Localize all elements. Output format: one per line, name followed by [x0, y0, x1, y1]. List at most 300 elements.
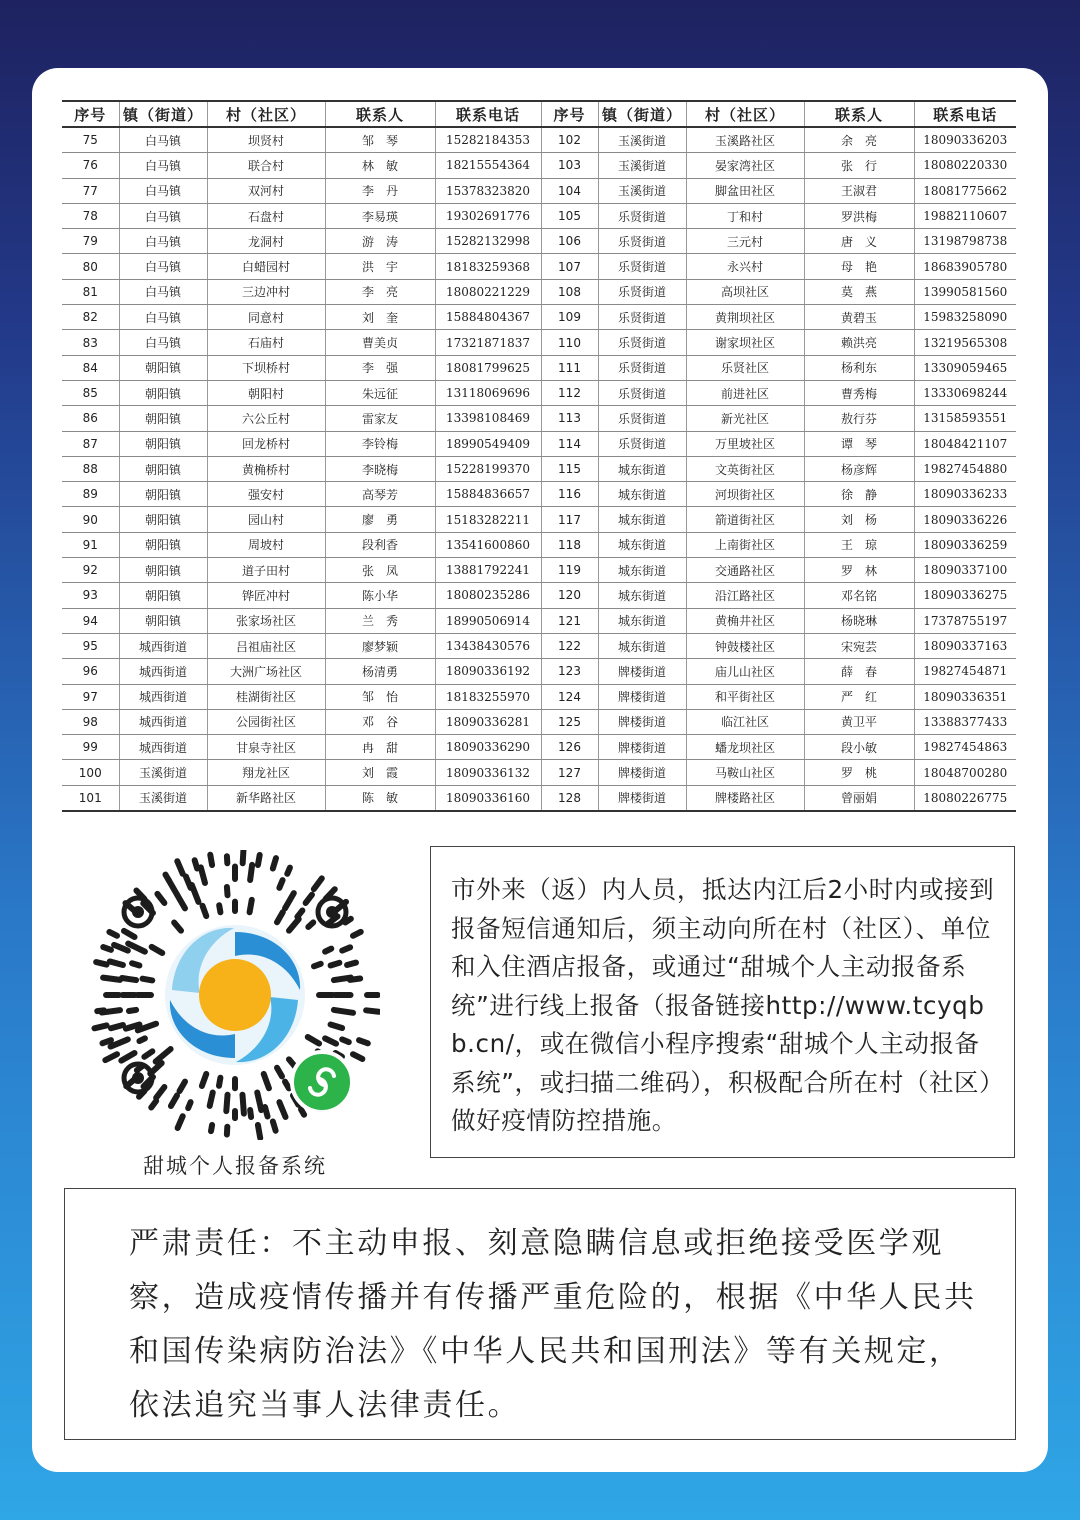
phone-cell: 15884804367	[435, 305, 541, 330]
table-cell: 100	[62, 760, 119, 785]
table-cell: 赖洪亮	[804, 330, 914, 355]
table-cell: 黄桷桥村	[207, 456, 325, 481]
table-cell: 白马镇	[119, 203, 207, 228]
table-row	[62, 178, 1016, 203]
table-cell: 乐贤街道	[598, 406, 686, 431]
phone-cell: 18080221229	[435, 279, 541, 304]
table-cell: 蟠龙坝社区	[686, 735, 804, 760]
table-cell: 雷家友	[325, 406, 435, 431]
table-cell: 城东街道	[598, 456, 686, 481]
table-cell: 双河村	[207, 178, 325, 203]
table-cell: 刘 杨	[804, 507, 914, 532]
table-cell: 吕祖庙社区	[207, 633, 325, 658]
table-cell: 106	[541, 229, 598, 254]
table-cell: 88	[62, 456, 119, 481]
table-cell: 朝阳镇	[119, 431, 207, 456]
table-cell: 127	[541, 760, 598, 785]
table-cell: 乐贤街道	[598, 431, 686, 456]
table-cell: 牌楼街道	[598, 760, 686, 785]
qr-code-image	[90, 850, 380, 1140]
table-row	[62, 406, 1016, 431]
table-cell: 白马镇	[119, 178, 207, 203]
table-cell: 曹秀梅	[804, 380, 914, 405]
table-cell: 刘 奎	[325, 305, 435, 330]
table-cell: 朝阳镇	[119, 482, 207, 507]
table-row	[62, 583, 1016, 608]
table-row	[62, 608, 1016, 633]
table-cell: 杨彦辉	[804, 456, 914, 481]
table-cell: 新华路社区	[207, 785, 325, 811]
table-cell: 109	[541, 305, 598, 330]
table-cell: 同意村	[207, 305, 325, 330]
table-cell: 玉溪街道	[598, 178, 686, 203]
table-cell: 唐 义	[804, 229, 914, 254]
table-cell: 莫 燕	[804, 279, 914, 304]
table-cell: 段利香	[325, 532, 435, 557]
phone-cell: 15884836657	[435, 482, 541, 507]
table-cell: 玉溪街道	[598, 127, 686, 153]
table-row	[62, 229, 1016, 254]
table-cell: 86	[62, 406, 119, 431]
table-cell: 城西街道	[119, 684, 207, 709]
table-cell: 林 敏	[325, 153, 435, 178]
table-cell: 罗 林	[804, 558, 914, 583]
phone-cell: 19827454871	[914, 659, 1016, 684]
phone-cell: 15282184353	[435, 127, 541, 153]
table-cell: 朝阳镇	[119, 355, 207, 380]
table-cell: 王淑君	[804, 178, 914, 203]
table-cell: 坝贤村	[207, 127, 325, 153]
table-cell: 乐贤街道	[598, 254, 686, 279]
table-cell: 112	[541, 380, 598, 405]
table-row	[62, 127, 1016, 153]
table-cell: 钟鼓楼社区	[686, 633, 804, 658]
table-cell: 翔龙社区	[207, 760, 325, 785]
table-cell: 朝阳镇	[119, 456, 207, 481]
table-cell: 乐贤街道	[598, 229, 686, 254]
table-cell: 91	[62, 532, 119, 557]
table-cell: 107	[541, 254, 598, 279]
table-cell: 115	[541, 456, 598, 481]
table-cell: 李 强	[325, 355, 435, 380]
table-cell: 晏家湾社区	[686, 153, 804, 178]
column-header: 镇（街道）	[598, 101, 686, 127]
phone-cell: 18048700280	[914, 760, 1016, 785]
table-cell: 杨清勇	[325, 659, 435, 684]
phone-cell: 17321871837	[435, 330, 541, 355]
phone-cell: 13398108469	[435, 406, 541, 431]
table-cell: 脚盆田社区	[686, 178, 804, 203]
table-cell: 113	[541, 406, 598, 431]
phone-cell: 15983258090	[914, 305, 1016, 330]
table-cell: 洪 宇	[325, 254, 435, 279]
table-cell: 82	[62, 305, 119, 330]
phone-cell: 13330698244	[914, 380, 1016, 405]
phone-cell: 18990549409	[435, 431, 541, 456]
phone-cell: 18080220330	[914, 153, 1016, 178]
table-cell: 朝阳镇	[119, 380, 207, 405]
table-cell: 城东街道	[598, 532, 686, 557]
phone-cell: 18081775662	[914, 178, 1016, 203]
phone-cell: 18081799625	[435, 355, 541, 380]
table-cell: 邓名铭	[804, 583, 914, 608]
table-cell: 城东街道	[598, 583, 686, 608]
table-cell: 白马镇	[119, 153, 207, 178]
registration-notice: 市外来（返）内人员，抵达内江后2小时内或接到报备短信通知后，须主动向所在村（社区）、单位和入住酒店报备，或通过“甜城个人主动报备系统”进行线上报备（报备链接http://www.tcyqbb.cn/，或在微信小程序搜索“甜城个人主动报备系统”，或扫描二维码），积极配合所在村（社区）做好疫情防控措施。	[430, 846, 1015, 1158]
table-cell: 102	[541, 127, 598, 153]
table-cell: 冉 甜	[325, 735, 435, 760]
phone-cell: 18215554364	[435, 153, 541, 178]
table-cell: 朝阳镇	[119, 558, 207, 583]
table-cell: 箭道街社区	[686, 507, 804, 532]
table-cell: 母 艳	[804, 254, 914, 279]
table-cell: 邹 琴	[325, 127, 435, 153]
table-cell: 薛 春	[804, 659, 914, 684]
table-cell: 城西街道	[119, 735, 207, 760]
table-header-row	[62, 101, 1016, 127]
phone-cell: 18990506914	[435, 608, 541, 633]
table-cell: 103	[541, 153, 598, 178]
table-cell: 122	[541, 633, 598, 658]
phone-cell: 17378755197	[914, 608, 1016, 633]
table-cell: 96	[62, 659, 119, 684]
table-cell: 张 行	[804, 153, 914, 178]
table-cell: 125	[541, 709, 598, 734]
table-cell: 85	[62, 380, 119, 405]
table-cell: 朝阳镇	[119, 532, 207, 557]
table-cell: 陈小华	[325, 583, 435, 608]
phone-cell: 19827454880	[914, 456, 1016, 481]
table-row	[62, 279, 1016, 304]
phone-cell: 19302691776	[435, 203, 541, 228]
table-cell: 白马镇	[119, 229, 207, 254]
table-cell: 94	[62, 608, 119, 633]
table-cell: 牌楼路社区	[686, 785, 804, 811]
table-cell: 牌楼街道	[598, 785, 686, 811]
table-row	[62, 482, 1016, 507]
table-cell: 桂湖街社区	[207, 684, 325, 709]
table-cell: 104	[541, 178, 598, 203]
table-cell: 乐贤街道	[598, 380, 686, 405]
table-row	[62, 684, 1016, 709]
table-row	[62, 380, 1016, 405]
table-cell: 97	[62, 684, 119, 709]
phone-cell: 15228199370	[435, 456, 541, 481]
table-cell: 黄碧玉	[804, 305, 914, 330]
table-cell: 廖 勇	[325, 507, 435, 532]
table-cell: 75	[62, 127, 119, 153]
table-cell: 王 琼	[804, 532, 914, 557]
column-header: 联系人	[325, 101, 435, 127]
table-cell: 回龙桥村	[207, 431, 325, 456]
phone-cell: 13118069696	[435, 380, 541, 405]
table-cell: 龙洞村	[207, 229, 325, 254]
table-row	[62, 785, 1016, 811]
table-cell: 玉溪街道	[598, 153, 686, 178]
table-cell: 77	[62, 178, 119, 203]
table-cell: 城西街道	[119, 659, 207, 684]
table-cell: 前进社区	[686, 380, 804, 405]
phone-cell: 13309059465	[914, 355, 1016, 380]
table-cell: 文英街社区	[686, 456, 804, 481]
table-row	[62, 633, 1016, 658]
phone-cell: 18090336132	[435, 760, 541, 785]
qr-code[interactable]	[90, 850, 380, 1140]
table-cell: 80	[62, 254, 119, 279]
table-cell: 玉溪街道	[119, 785, 207, 811]
table-cell: 98	[62, 709, 119, 734]
table-cell: 强安村	[207, 482, 325, 507]
phone-cell: 18090337163	[914, 633, 1016, 658]
table-cell: 117	[541, 507, 598, 532]
table-cell: 邹 怡	[325, 684, 435, 709]
table-cell: 游 涛	[325, 229, 435, 254]
table-cell: 81	[62, 279, 119, 304]
table-cell: 石盘村	[207, 203, 325, 228]
table-row	[62, 532, 1016, 557]
table-row	[62, 153, 1016, 178]
phone-cell: 18090336192	[435, 659, 541, 684]
table-cell: 76	[62, 153, 119, 178]
table-cell: 89	[62, 482, 119, 507]
table-cell: 乐贤街道	[598, 330, 686, 355]
table-cell: 曾丽娟	[804, 785, 914, 811]
column-header: 联系人	[804, 101, 914, 127]
table-cell: 城东街道	[598, 507, 686, 532]
table-cell: 119	[541, 558, 598, 583]
table-cell: 兰 秀	[325, 608, 435, 633]
table-cell: 六公丘村	[207, 406, 325, 431]
table-cell: 朝阳镇	[119, 507, 207, 532]
table-cell: 李铃梅	[325, 431, 435, 456]
table-cell: 罗 桃	[804, 760, 914, 785]
table-row	[62, 203, 1016, 228]
phone-cell: 18090336233	[914, 482, 1016, 507]
phone-cell: 15183282211	[435, 507, 541, 532]
column-header: 村（社区）	[686, 101, 804, 127]
phone-cell: 18090336203	[914, 127, 1016, 153]
table-cell: 张家场社区	[207, 608, 325, 633]
phone-cell: 18090337100	[914, 558, 1016, 583]
column-header: 联系电话	[914, 101, 1016, 127]
table-cell: 牌楼街道	[598, 684, 686, 709]
phone-cell: 13881792241	[435, 558, 541, 583]
phone-cell: 18090336290	[435, 735, 541, 760]
phone-cell: 18080235286	[435, 583, 541, 608]
table-cell: 甘泉寺社区	[207, 735, 325, 760]
table-cell: 石庙村	[207, 330, 325, 355]
contact-table	[62, 100, 1016, 812]
table-cell: 乐贤街道	[598, 203, 686, 228]
phone-cell: 18683905780	[914, 254, 1016, 279]
column-header: 序号	[541, 101, 598, 127]
table-cell: 联合村	[207, 153, 325, 178]
table-cell: 曹美贞	[325, 330, 435, 355]
table-cell: 牌楼街道	[598, 659, 686, 684]
table-cell: 余 亮	[804, 127, 914, 153]
table-cell: 101	[62, 785, 119, 811]
table-cell: 敖行芬	[804, 406, 914, 431]
table-cell: 白马镇	[119, 330, 207, 355]
table-cell: 庙儿山社区	[686, 659, 804, 684]
table-cell: 周坡村	[207, 532, 325, 557]
table-cell: 交通路社区	[686, 558, 804, 583]
table-cell: 朝阳镇	[119, 583, 207, 608]
table-cell: 乐贤街道	[598, 305, 686, 330]
column-header: 序号	[62, 101, 119, 127]
legal-responsibility-notice: 严肃责任：不主动申报、刻意隐瞒信息或拒绝接受医学观察，造成疫情传播并有传播严重危险的，根据《中华人民共和国传染病防治法》《中华人民共和国刑法》等有关规定，依法追究当事人法律责任。	[64, 1188, 1016, 1440]
table-cell: 高坝社区	[686, 279, 804, 304]
table-cell: 白马镇	[119, 254, 207, 279]
table-cell: 沿江路社区	[686, 583, 804, 608]
table-cell: 99	[62, 735, 119, 760]
phone-cell: 18090336275	[914, 583, 1016, 608]
phone-cell: 15378323820	[435, 178, 541, 203]
table-cell: 126	[541, 735, 598, 760]
table-cell: 朱远征	[325, 380, 435, 405]
table-cell: 84	[62, 355, 119, 380]
table-cell: 92	[62, 558, 119, 583]
table-cell: 111	[541, 355, 598, 380]
table-cell: 大洲广场社区	[207, 659, 325, 684]
phone-cell: 18090336160	[435, 785, 541, 811]
table-cell: 上南街社区	[686, 532, 804, 557]
column-header: 联系电话	[435, 101, 541, 127]
phone-cell: 19882110607	[914, 203, 1016, 228]
table-row	[62, 659, 1016, 684]
table-cell: 白马镇	[119, 305, 207, 330]
city-logo	[165, 925, 305, 1065]
table-cell: 牌楼街道	[598, 735, 686, 760]
table-cell: 118	[541, 532, 598, 557]
table-cell: 临江社区	[686, 709, 804, 734]
phone-cell: 13438430576	[435, 633, 541, 658]
table-cell: 123	[541, 659, 598, 684]
table-row	[62, 558, 1016, 583]
table-cell: 高琴芳	[325, 482, 435, 507]
phone-cell: 13990581560	[914, 279, 1016, 304]
table-cell: 黄荆坝社区	[686, 305, 804, 330]
table-cell: 110	[541, 330, 598, 355]
table-cell: 罗洪梅	[804, 203, 914, 228]
table-row	[62, 735, 1016, 760]
phone-cell: 13541600860	[435, 532, 541, 557]
table-cell: 万里坡社区	[686, 431, 804, 456]
table-cell: 廖梦颖	[325, 633, 435, 658]
table-cell: 陈 敏	[325, 785, 435, 811]
table-cell: 铧匠冲村	[207, 583, 325, 608]
table-cell: 三边冲村	[207, 279, 325, 304]
column-header: 村（社区）	[207, 101, 325, 127]
column-header: 镇（街道）	[119, 101, 207, 127]
table-cell: 83	[62, 330, 119, 355]
table-cell: 105	[541, 203, 598, 228]
phone-cell: 18090336259	[914, 532, 1016, 557]
table-cell: 124	[541, 684, 598, 709]
phone-cell: 18090336281	[435, 709, 541, 734]
table-cell: 城西街道	[119, 709, 207, 734]
table-cell: 谢家坝社区	[686, 330, 804, 355]
table-cell: 牌楼街道	[598, 709, 686, 734]
table-cell: 116	[541, 482, 598, 507]
table-cell: 道子田村	[207, 558, 325, 583]
table-row	[62, 305, 1016, 330]
table-cell: 朝阳镇	[119, 608, 207, 633]
table-cell: 朝阳村	[207, 380, 325, 405]
table-cell: 公园街社区	[207, 709, 325, 734]
table-cell: 段小敏	[804, 735, 914, 760]
wechat-mini-program-icon	[292, 1052, 352, 1112]
phone-cell: 18183255970	[435, 684, 541, 709]
table-cell: 河坝街社区	[686, 482, 804, 507]
table-cell: 永兴村	[686, 254, 804, 279]
table-cell: 朝阳镇	[119, 406, 207, 431]
table-cell: 李 丹	[325, 178, 435, 203]
table-cell: 新光社区	[686, 406, 804, 431]
table-cell: 和平街社区	[686, 684, 804, 709]
table-row	[62, 760, 1016, 785]
table-cell: 95	[62, 633, 119, 658]
table-cell: 城东街道	[598, 558, 686, 583]
table-cell: 93	[62, 583, 119, 608]
table-row	[62, 507, 1016, 532]
table-cell: 乐贤街道	[598, 355, 686, 380]
table-cell: 园山村	[207, 507, 325, 532]
table-cell: 黄卫平	[804, 709, 914, 734]
phone-cell: 15282132998	[435, 229, 541, 254]
table-cell: 79	[62, 229, 119, 254]
phone-cell: 18048421107	[914, 431, 1016, 456]
table-row	[62, 355, 1016, 380]
phone-cell: 18183259368	[435, 254, 541, 279]
phone-cell: 18090336226	[914, 507, 1016, 532]
table-cell: 三元村	[686, 229, 804, 254]
table-cell: 李易瑛	[325, 203, 435, 228]
table-cell: 108	[541, 279, 598, 304]
table-cell: 黄桷井社区	[686, 608, 804, 633]
table-cell: 114	[541, 431, 598, 456]
phone-cell: 18080226775	[914, 785, 1016, 811]
table-cell: 徐 静	[804, 482, 914, 507]
table-cell: 90	[62, 507, 119, 532]
table-cell: 下坝桥村	[207, 355, 325, 380]
table-cell: 张 凤	[325, 558, 435, 583]
phone-cell: 19827454863	[914, 735, 1016, 760]
table-cell: 玉溪街道	[119, 760, 207, 785]
table-cell: 120	[541, 583, 598, 608]
table-cell: 121	[541, 608, 598, 633]
qr-caption: 甜城个人报备系统	[143, 1154, 327, 1178]
table-cell: 杨晓琳	[804, 608, 914, 633]
table-cell: 李晓梅	[325, 456, 435, 481]
table-cell: 白蜡园村	[207, 254, 325, 279]
table-row	[62, 456, 1016, 481]
table-cell: 城东街道	[598, 633, 686, 658]
table-cell: 刘 霞	[325, 760, 435, 785]
table-cell: 玉溪路社区	[686, 127, 804, 153]
table-cell: 严 红	[804, 684, 914, 709]
table-cell: 乐贤街道	[598, 279, 686, 304]
table-cell: 李 亮	[325, 279, 435, 304]
table-cell: 白马镇	[119, 279, 207, 304]
phone-cell: 13219565308	[914, 330, 1016, 355]
table-cell: 城西街道	[119, 633, 207, 658]
table-cell: 78	[62, 203, 119, 228]
table-cell: 白马镇	[119, 127, 207, 153]
phone-cell: 18090336351	[914, 684, 1016, 709]
table-cell: 城东街道	[598, 608, 686, 633]
phone-cell: 13158593551	[914, 406, 1016, 431]
